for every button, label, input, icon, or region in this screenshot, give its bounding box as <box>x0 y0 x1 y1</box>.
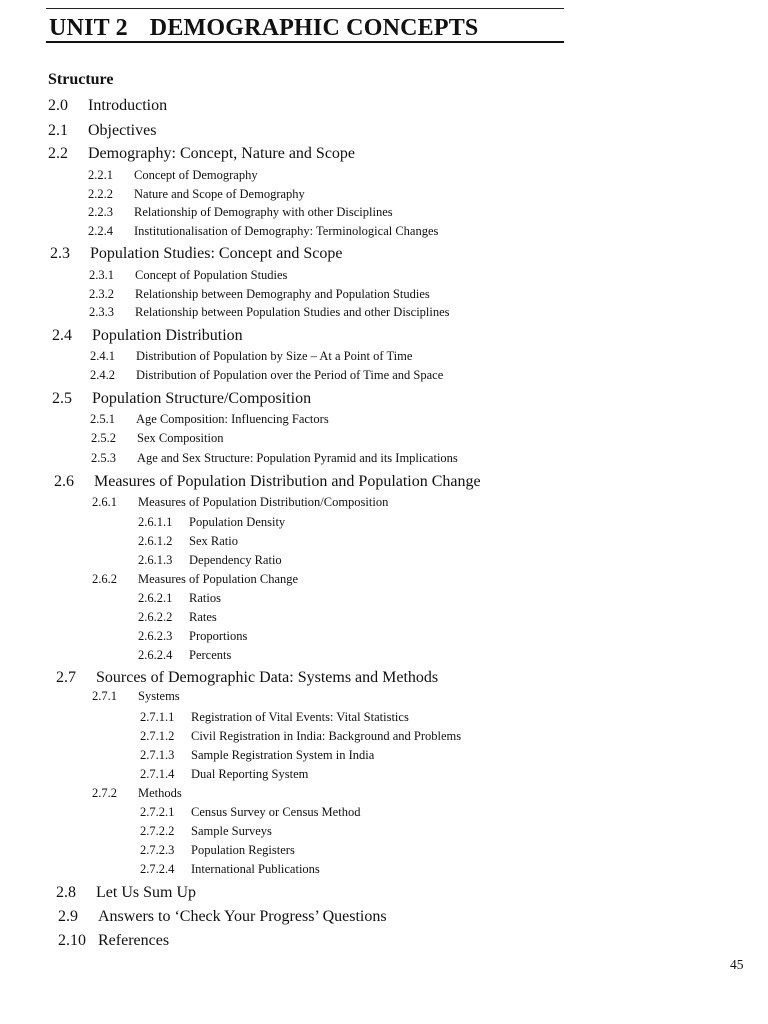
toc-entry-text: Rates <box>189 610 217 624</box>
toc-entry-text: References <box>98 932 170 949</box>
toc-entry-text: Distribution of Population by Size – At a Point of Time <box>136 349 413 363</box>
toc-entry-text: Introduction <box>88 97 168 114</box>
toc-entry-number: 2.10 <box>58 932 86 949</box>
toc-entry-text: Population Distribution <box>92 327 243 344</box>
toc-entry-number: 2.7.1 <box>92 689 117 703</box>
toc-entry-text: Relationship between Population Studies and other Disciplines <box>135 305 450 319</box>
toc-entry-text: Population Studies: Concept and Scope <box>90 245 343 262</box>
toc-entry-text: Let Us Sum Up <box>96 884 196 901</box>
toc-entry-text: Concept of Population Studies <box>135 268 288 282</box>
unit-title <box>49 15 478 42</box>
toc-entry-number: 2.3.2 <box>89 287 114 301</box>
unit-label: UNIT 2 <box>49 15 128 41</box>
toc-entry-number: 2.3.1 <box>89 268 114 282</box>
toc-entry-text: Sources of Demographic Data: Systems and Methods <box>96 669 439 686</box>
toc-entry-text: Objectives <box>88 122 157 139</box>
toc-entry-text: Dual Reporting System <box>191 767 309 781</box>
toc-entry-number: 2.2.2 <box>88 187 113 201</box>
toc-entry-number: 2.7.2.3 <box>140 843 175 857</box>
toc-entry-text: Relationship between Demography and Population Studies <box>135 287 430 301</box>
toc-entry-number: 2.8 <box>56 884 76 901</box>
toc-entry-number: 2.1 <box>48 122 68 139</box>
toc-entry-number: 2.6.1 <box>92 495 117 509</box>
toc-entry-number: 2.2.3 <box>88 205 113 219</box>
toc-entry-text: International Publications <box>191 862 320 876</box>
header-top-rule <box>46 8 564 9</box>
toc-entry-text: Relationship of Demography with other Disciplines <box>134 205 393 219</box>
toc-entry-text: Registration of Vital Events: Vital Statistics <box>191 710 409 724</box>
toc-entry-number: 2.7.2.4 <box>140 862 175 876</box>
toc-entry-number: 2.2.4 <box>88 224 113 238</box>
toc-entry-text: Census Survey or Census Method <box>191 805 361 819</box>
toc-entry-number: 2.6.2.4 <box>138 648 173 662</box>
toc-entry-number: 2.7.2 <box>92 786 117 800</box>
toc-entry-text: Nature and Scope of Demography <box>134 187 305 201</box>
toc-entry-text: Methods <box>138 786 182 800</box>
toc-entry-number: 2.4.2 <box>90 368 115 382</box>
toc-entry-number: 2.7 <box>56 669 76 686</box>
toc-entry-number: 2.5.2 <box>91 431 116 445</box>
toc-entry-number: 2.6.2 <box>92 572 117 586</box>
toc-entry-number: 2.7.2.2 <box>140 824 175 838</box>
toc-entry-number: 2.5.1 <box>90 412 115 426</box>
toc-entry-text: Civil Registration in India: Background and Problems <box>191 729 462 743</box>
toc-entry-text: Sample Surveys <box>191 824 272 838</box>
toc-entry-number: 2.6.1.3 <box>138 553 173 567</box>
toc-entry-text: Population Registers <box>191 843 295 857</box>
toc-entry-number: 2.0 <box>48 97 68 114</box>
toc-entry-number: 2.7.1.2 <box>140 729 175 743</box>
header-bottom-rule <box>46 41 564 43</box>
toc-entry-number: 2.2.1 <box>88 168 113 182</box>
toc-entry-text: Institutionalisation of Demography: Terminological Changes <box>134 224 439 238</box>
toc-entry-number: 2.6.1.2 <box>138 534 173 548</box>
toc-entry-number: 2.7.1.3 <box>140 748 175 762</box>
toc-entry-number: 2.4.1 <box>90 349 115 363</box>
toc-entry-text: Systems <box>138 689 180 703</box>
toc-entry-text: Distribution of Population over the Period of Time and Space <box>136 368 444 382</box>
toc-entry-number: 2.6.1.1 <box>138 515 173 529</box>
toc-entry-number: 2.6.2.1 <box>138 591 173 605</box>
toc-entry-text: Population Structure/Composition <box>92 390 312 407</box>
toc-entry-text: Measures of Population Change <box>138 572 299 586</box>
toc-entry-number: 2.4 <box>52 327 72 344</box>
toc-entry-text: Answers to ‘Check Your Progress’ Questions <box>98 908 387 925</box>
toc-entry-number: 2.7.2.1 <box>140 805 175 819</box>
toc-entry-text: Ratios <box>189 591 221 605</box>
toc-entry-number: 2.7.1.4 <box>140 767 175 781</box>
toc-entry-text: Percents <box>189 648 232 662</box>
toc-entry-text: Sex Ratio <box>189 534 238 548</box>
toc-entry-text: Concept of Demography <box>134 168 258 182</box>
toc-entry-number: 2.3.3 <box>89 305 114 319</box>
toc-entry-number: 2.6.2.3 <box>138 629 173 643</box>
toc-entry-text: Sample Registration System in India <box>191 748 375 762</box>
structure-heading: Structure <box>48 71 114 88</box>
toc-entry-text: Proportions <box>189 629 248 643</box>
toc-entry-number: 2.5.3 <box>91 451 116 465</box>
toc-entry-text: Demography: Concept, Nature and Scope <box>88 145 356 162</box>
toc-entry-number: 2.9 <box>58 908 78 925</box>
unit-title-text: DEMOGRAPHIC CONCEPTS <box>149 15 479 41</box>
toc-entry-text: Dependency Ratio <box>189 553 282 567</box>
toc-entry-text: Measures of Population Distribution/Composition <box>138 495 389 509</box>
toc-entry-number: 2.7.1.1 <box>140 710 175 724</box>
page-number: 45 <box>730 957 744 972</box>
toc-entry-number: 2.5 <box>52 390 72 407</box>
toc-entry-number: 2.6.2.2 <box>138 610 173 624</box>
toc-entry-text: Age and Sex Structure: Population Pyramid and its Implications <box>137 451 458 465</box>
toc-entry-text: Sex Composition <box>137 431 224 445</box>
toc-entry-text: Age Composition: Influencing Factors <box>136 412 329 426</box>
toc-entry-number: 2.3 <box>50 245 70 262</box>
toc-entry-number: 2.2 <box>48 145 68 162</box>
toc-entry-text: Measures of Population Distribution and Population Change <box>94 473 481 490</box>
toc-entry-text: Population Density <box>189 515 286 529</box>
toc-entry-number: 2.6 <box>54 473 74 490</box>
